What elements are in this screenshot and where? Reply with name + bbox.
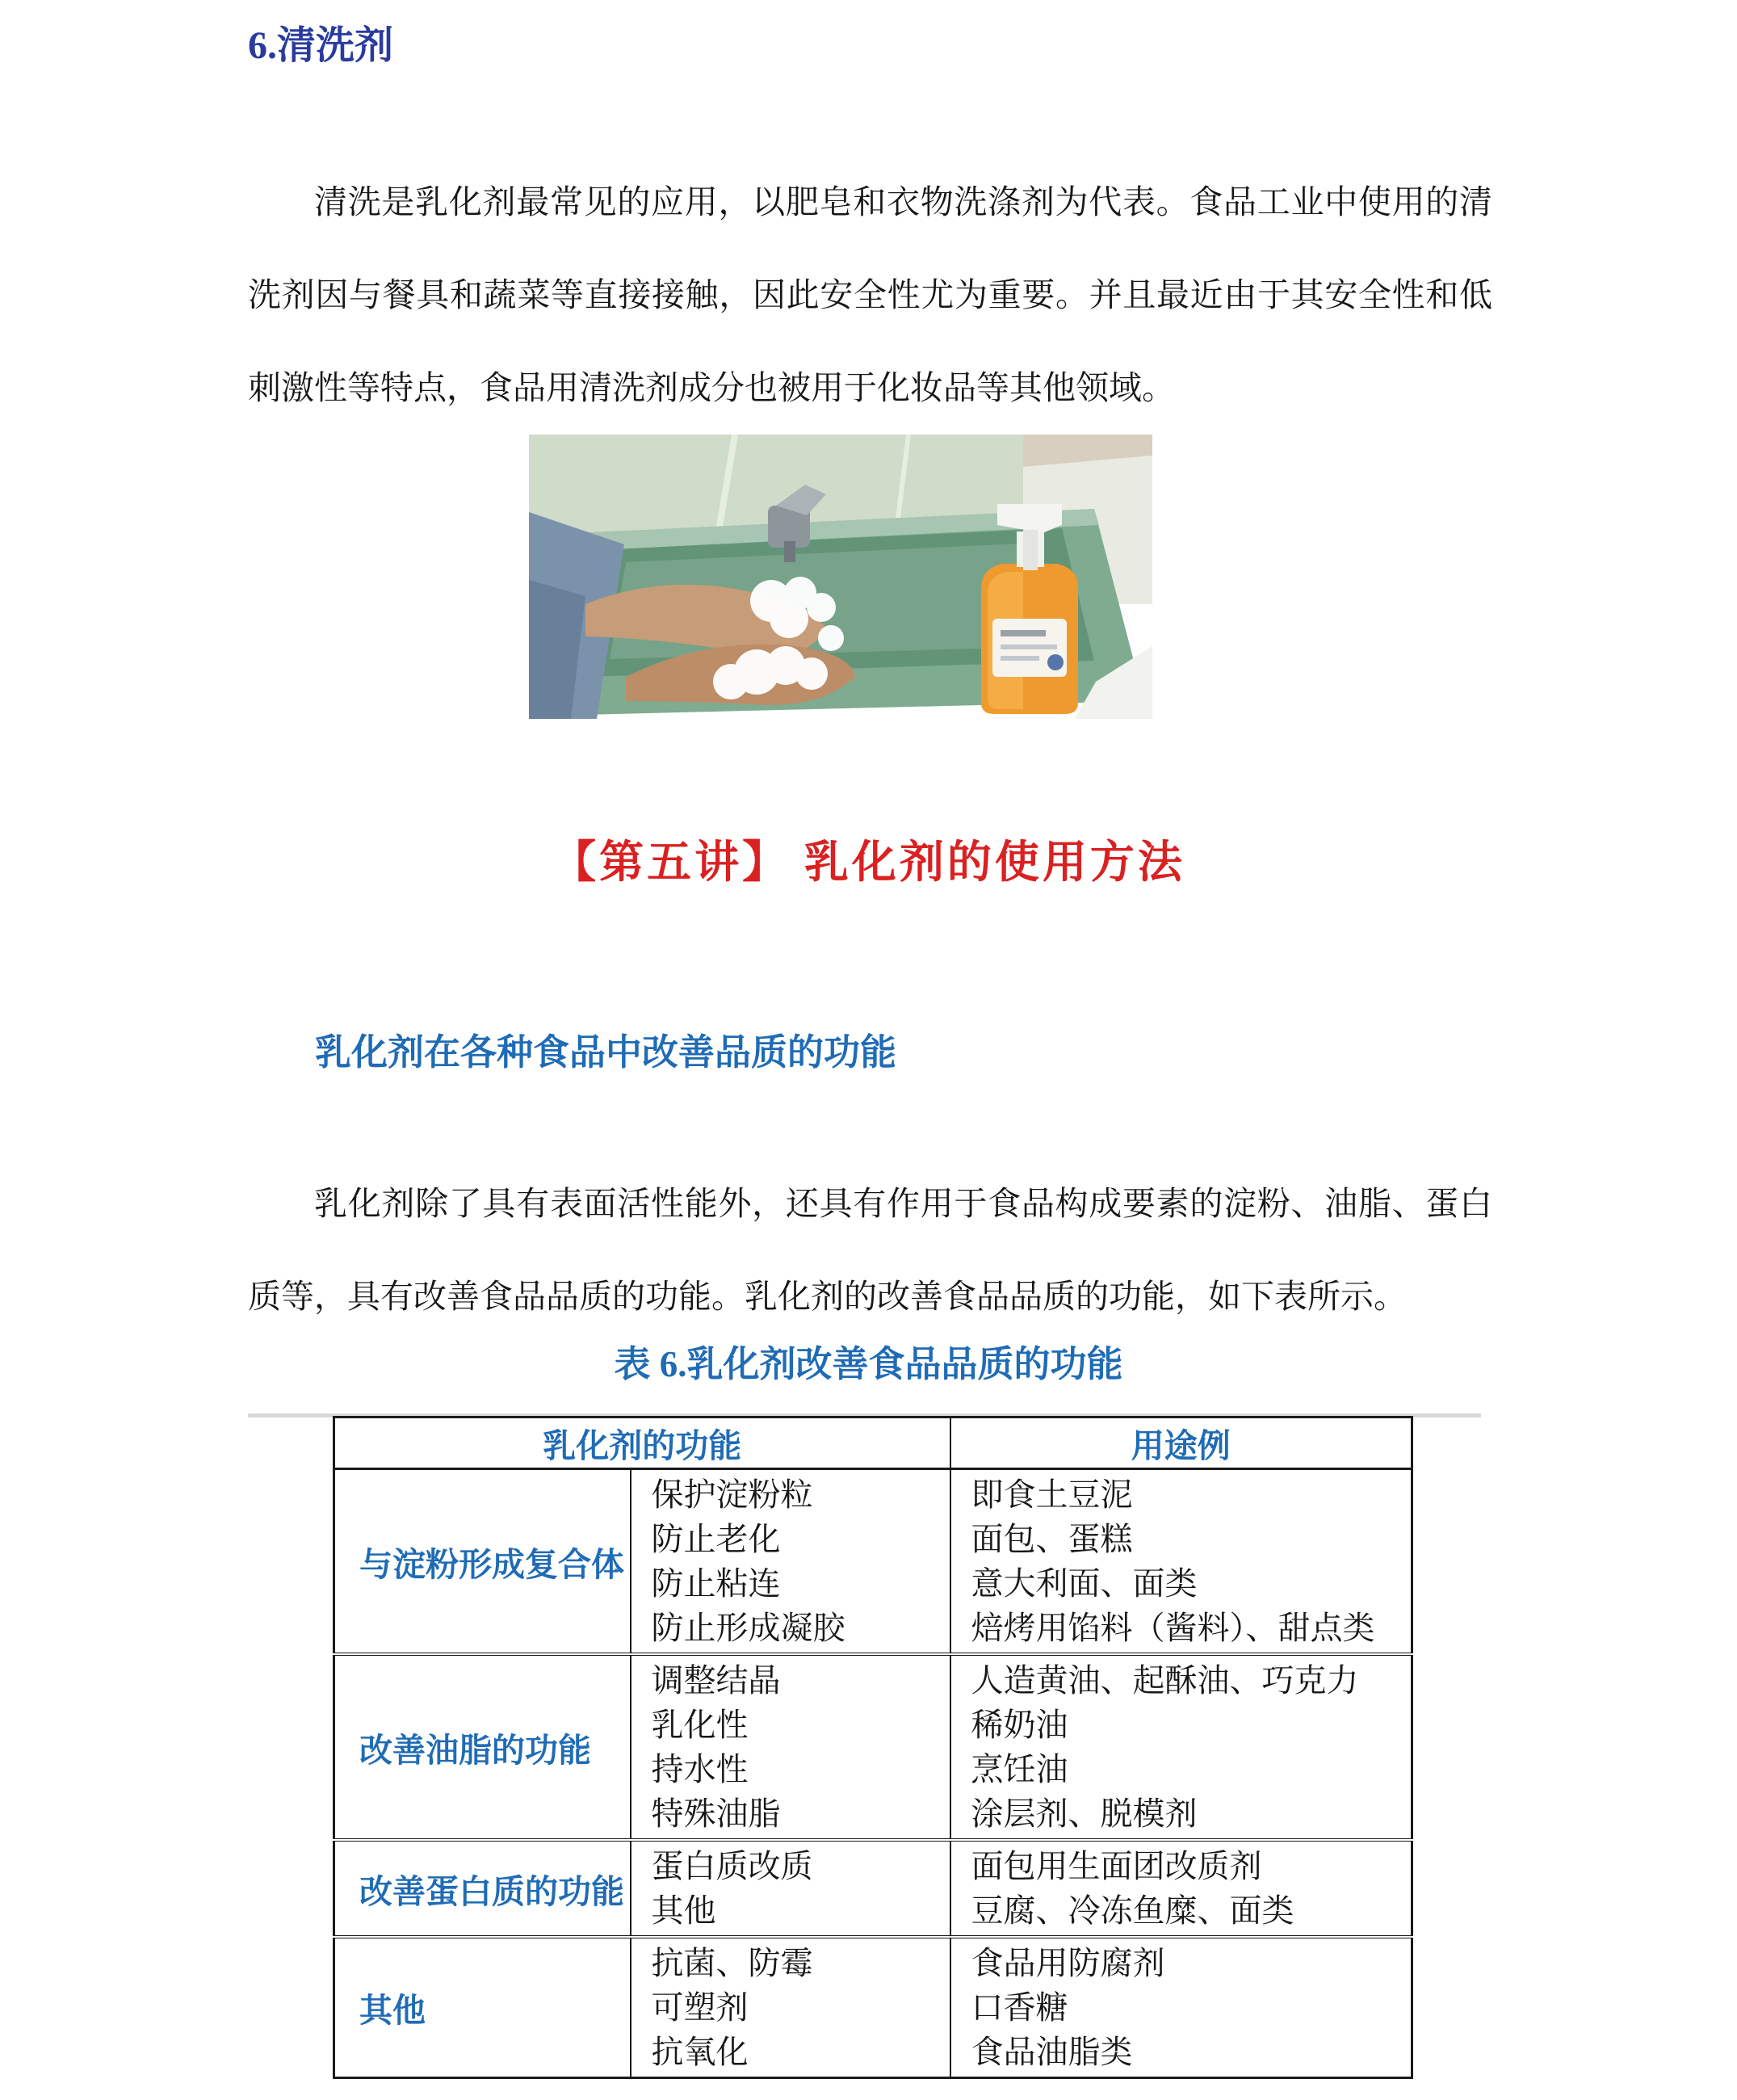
functions-cell [631, 1840, 950, 1937]
use-line: 食品用防腐剂 [971, 1945, 1165, 1981]
category-cell: 与淀粉形成复合体 [334, 1469, 631, 1655]
category-cell: 其他 [334, 1937, 631, 2078]
function-line: 持水性 [651, 1751, 749, 1787]
uses-cell [950, 1840, 1412, 1937]
paragraph-cleaning-agents: 清洗是乳化剂最常见的应用，以肥皂和衣物洗涤剂为代表。食品工业中使用的清洗剂因与餐具和蔬菜等直接接触，因此安全性尤为重要。并且最近由于其安全性和低刺激性等特点，食品用清洗剂成分也被用于化妆品等其他领域。 [248, 183, 1492, 406]
uses-cell [950, 1937, 1412, 2078]
use-line: 烹饪油 [971, 1751, 1068, 1787]
header-use: 用途例 [950, 1418, 1412, 1469]
header-function: 乳化剂的功能 [334, 1418, 950, 1469]
use-line: 口香糖 [971, 1989, 1068, 2026]
function-line: 调整结晶 [651, 1662, 781, 1699]
function-line: 蛋白质改质 [651, 1848, 813, 1884]
use-line: 豆腐、冷冻鱼糜、面类 [971, 1892, 1294, 1929]
use-line: 即食土豆泥 [971, 1476, 1133, 1513]
function-line: 抗菌、防霉 [651, 1945, 813, 1981]
use-line: 人造黄油、起酥油、巧克力 [971, 1662, 1359, 1699]
emulsifier-function-table [333, 1416, 1413, 2079]
function-line: 保护淀粉粒 [651, 1476, 813, 1513]
use-line: 涂层剂、脱模剂 [971, 1796, 1198, 1832]
handwashing-photo [529, 435, 1152, 719]
function-line: 乳化性 [651, 1707, 749, 1743]
table-header-row [334, 1418, 1412, 1469]
function-line: 防止形成凝胶 [651, 1610, 845, 1646]
category-cell: 改善蛋白质的功能 [334, 1840, 631, 1937]
category-cell: 改善油脂的功能 [334, 1654, 631, 1840]
function-line: 其他 [651, 1892, 716, 1929]
function-line: 防止粘连 [651, 1565, 781, 1602]
functions-cell [631, 1654, 950, 1840]
section-heading: 6.清洗剂 [248, 24, 394, 67]
use-line: 稀奶油 [971, 1707, 1068, 1743]
function-line: 特殊油脂 [651, 1796, 781, 1832]
uses-cell [950, 1654, 1412, 1840]
functions-cell [631, 1469, 950, 1655]
table-row [334, 1937, 1412, 2078]
paragraph-emulsifier-function: 乳化剂除了具有表面活性能外，还具有作用于食品构成要素的淀粉、油脂、蛋白质等，具有改善食品品质的功能。乳化剂的改善食品品质的功能，如下表所示。 [248, 1185, 1492, 1315]
function-line: 防止老化 [651, 1521, 781, 1557]
functions-cell [631, 1937, 950, 2078]
use-line: 面包用生面团改质剂 [971, 1848, 1262, 1884]
table-row [334, 1469, 1412, 1655]
table-row [334, 1654, 1412, 1840]
uses-cell [950, 1469, 1412, 1655]
table-title: 表 6.乳化剂改善食品品质的功能 [614, 1344, 1123, 1384]
table-row [334, 1840, 1412, 1937]
sub-heading: 乳化剂在各种食品中改善品质的功能 [315, 1032, 897, 1073]
function-line: 可塑剂 [651, 1989, 749, 2026]
handwashing-illustration [529, 435, 1152, 719]
use-line: 焙烤用馅料（酱料）、甜点类 [971, 1610, 1375, 1646]
use-line: 意大利面、面类 [971, 1565, 1198, 1602]
function-line: 抗氧化 [651, 2034, 749, 2070]
use-line: 食品油脂类 [971, 2034, 1133, 2070]
lecture-heading: 【第五讲】 乳化剂的使用方法 [552, 838, 1185, 887]
use-line: 面包、蛋糕 [971, 1521, 1133, 1557]
